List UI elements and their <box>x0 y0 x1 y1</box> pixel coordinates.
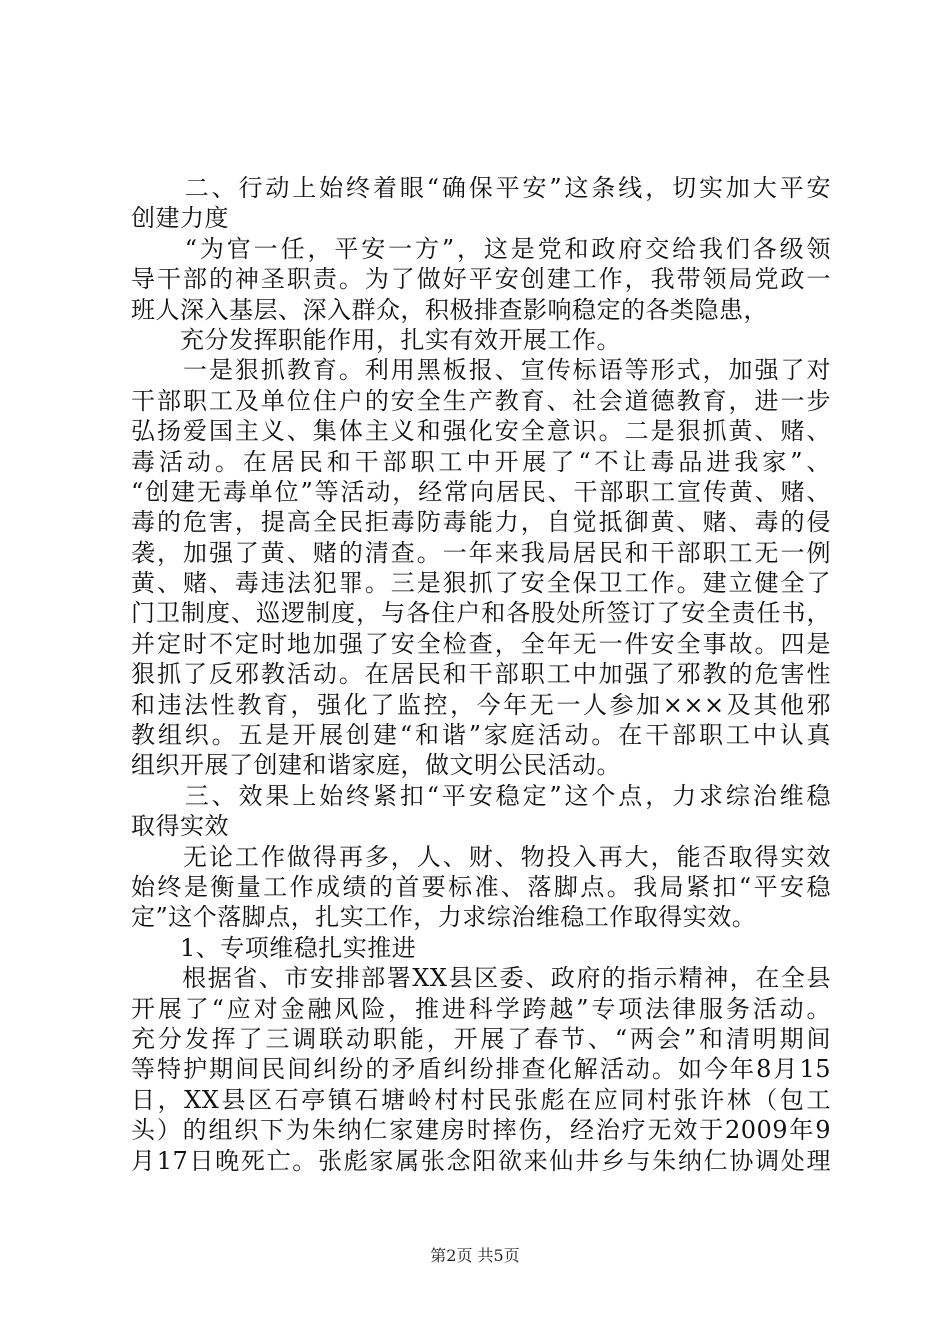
text-line: 干部职工及单位住户的安全生产教育、社会道德教育，进一步 <box>131 386 831 415</box>
text-line: 和违法性教育，强化了监控，今年无一人参加×××及其他邪 <box>131 690 831 719</box>
text-line: 并定时不定时地加强了安全检查，全年无一件安全事故。四是 <box>131 629 831 658</box>
text-line: 毒的危害，提高全民拒毒防毒能力，自觉抵御黄、赌、毒的侵 <box>131 508 831 537</box>
text-line: 组织开展了创建和谐家庭，做文明公民活动。 <box>131 751 621 780</box>
text-line: 无论工作做得再多，人、财、物投入再大，能否取得实效 <box>131 842 831 871</box>
page-footer: 第2页 共5页 <box>430 1246 520 1265</box>
text-line: 根据省、市安排部署XX县区委、政府的指示精神，在全县 <box>131 964 831 993</box>
text-line: “为官一任，平安一方”，这是党和政府交给我们各级领 <box>131 234 831 263</box>
document-body <box>131 173 831 1176</box>
text-line: 黄、赌、毒违法犯罪。三是狠抓了安全保卫工作。建立健全了 <box>131 569 831 598</box>
text-line: 日，XX县区石亭镇石塘岭村村民张彪在应同村张许林（包工 <box>131 1085 831 1114</box>
text-line: 1、专项维稳扎实推进 <box>131 933 417 962</box>
text-line: 开展了“应对金融风险，推进科学跨越”专项法律服务活动。 <box>131 994 831 1023</box>
text-line: 等特护期间民间纠纷的矛盾纠纷排查化解活动。如今年8月15 <box>131 1055 831 1084</box>
text-line: 始终是衡量工作成绩的首要标准、落脚点。我局紧扣“平安稳 <box>131 872 831 901</box>
text-line: 一是狠抓教育。利用黑板报、宣传标语等形式，加强了对 <box>131 356 831 385</box>
text-line: 月17日晚死亡。张彪家属张念阳欲来仙井乡与朱纳仁协调处理 <box>131 1146 831 1175</box>
text-line: 门卫制度、巡逻制度，与各住户和各股处所签订了安全责任书， <box>131 599 831 628</box>
text-line: 班人深入基层、深入群众，积极排查影响稳定的各类隐患， <box>131 295 768 324</box>
text-line: 创建力度 <box>131 204 229 233</box>
text-line: 袭，加强了黄、赌的清查。一年来我局居民和干部职工无一例 <box>131 538 831 567</box>
text-line: 教组织。五是开展创建“和谐”家庭活动。在干部职工中认真 <box>131 721 831 750</box>
text-line: 狠抓了反邪教活动。在居民和干部职工中加强了邪教的危害性 <box>131 660 831 689</box>
text-line: 头）的组织下为朱纳仁家建房时摔伤，经治疗无效于2009年9 <box>131 1116 831 1145</box>
text-line: 导干部的神圣职责。为了做好平安创建工作，我带领局党政一 <box>131 265 831 294</box>
text-line: 毒活动。在居民和干部职工中开展了“不让毒品进我家”、 <box>131 447 831 476</box>
text-line: 取得实效 <box>131 812 229 841</box>
text-line: 弘扬爱国主义、集体主义和强化安全意识。二是狠抓黄、赌、 <box>131 417 831 446</box>
text-line: 充分发挥了三调联动职能，开展了春节、“两会”和清明期间 <box>131 1024 831 1053</box>
text-line: 三、效果上始终紧扣“平安稳定”这个点，力求综治维稳 <box>131 781 831 810</box>
text-line: 充分发挥职能作用，扎实有效开展工作。 <box>131 325 621 354</box>
text-line: 定”这个落脚点，扎实工作，力求综治维稳工作取得实效。 <box>131 903 757 932</box>
text-line: “创建无毒单位”等活动，经常向居民、干部职工宣传黄、赌、 <box>131 477 831 506</box>
text-line: 二、行动上始终着眼“确保平安”这条线，切实加大平安 <box>131 174 831 202</box>
